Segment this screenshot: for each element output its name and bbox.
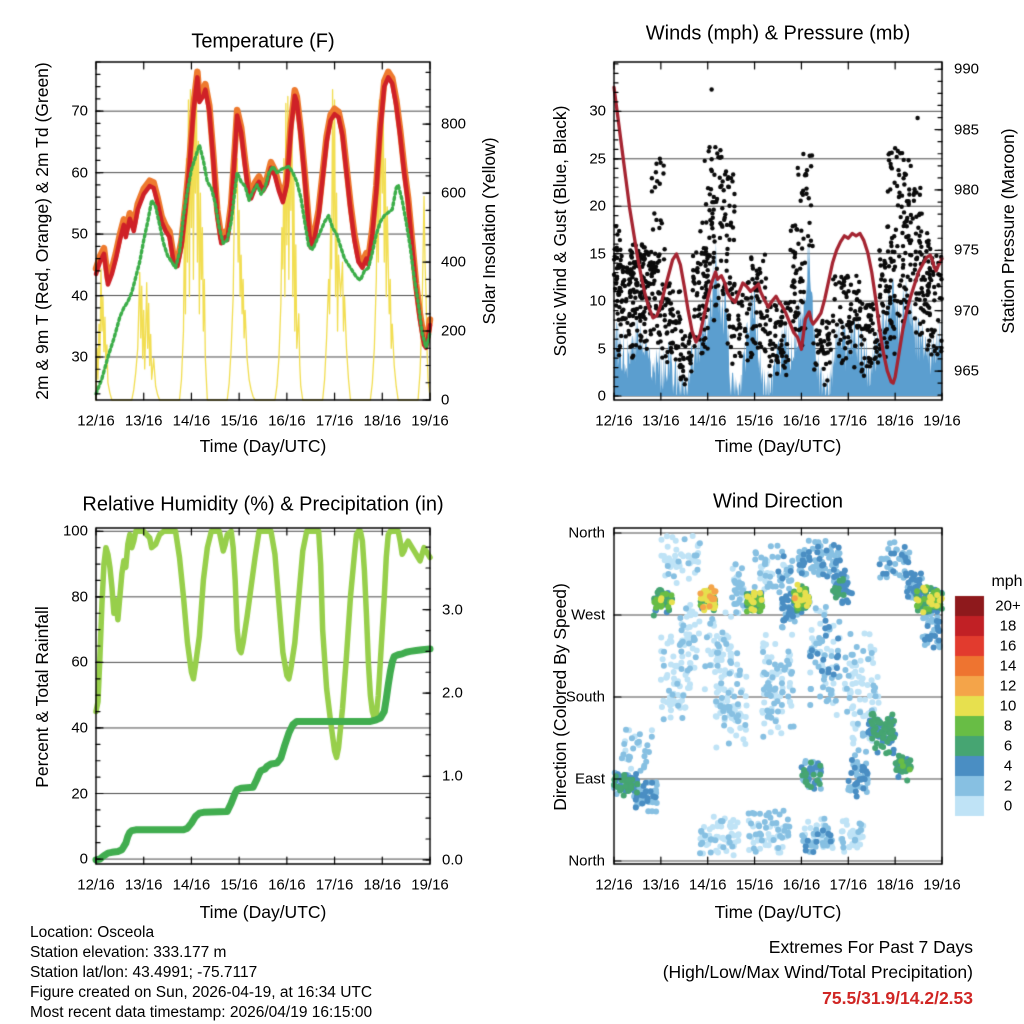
- tick-label: 12/16: [77, 876, 115, 894]
- tick-label: 15/16: [735, 876, 774, 894]
- tick-label: 17/16: [829, 412, 868, 430]
- footer-timestamp: Most recent data timestamp: 2026/04/19 16:15:00: [30, 1004, 373, 1022]
- tick-label: 16/16: [782, 876, 821, 894]
- tick-label: 15/16: [220, 412, 258, 430]
- tick-label: 985: [954, 120, 980, 138]
- tick-label: 10: [999, 697, 1017, 715]
- tick-label: 12/16: [595, 876, 633, 894]
- winds-pressure-panel-title: Winds (mph) & Pressure (mb): [645, 22, 911, 45]
- time-axis-title-top-right: Time (Day/UTC): [714, 435, 842, 456]
- tick-label: 70: [71, 102, 88, 120]
- tick-label: 800: [441, 115, 467, 133]
- tick-label: 975: [954, 241, 980, 259]
- tick-label: 20: [71, 784, 88, 802]
- time-axis-title-bottom-left: Time (Day/UTC): [199, 901, 327, 922]
- tick-label: 30: [71, 348, 88, 366]
- tick-label: 0: [79, 850, 88, 868]
- tick-label: 2: [1003, 777, 1013, 795]
- tick-label: 4: [1003, 757, 1013, 775]
- temperature-panel-title: Temperature (F): [191, 30, 335, 53]
- tick-label: 5: [597, 339, 606, 357]
- time-axis-title-bottom-right: Time (Day/UTC): [714, 901, 842, 922]
- tick-label: 60: [71, 653, 88, 671]
- tick-label: 40: [71, 286, 88, 304]
- tick-label: 8: [1003, 717, 1013, 735]
- tick-label: 15: [589, 245, 606, 263]
- tick-label: 16/16: [268, 412, 306, 430]
- tick-label: 18/16: [363, 876, 402, 894]
- tick-label: 13/16: [642, 412, 680, 430]
- tick-label: 100: [62, 522, 88, 540]
- tick-label: 14/16: [688, 876, 727, 894]
- footer-latlon: Station lat/lon: 43.4991; -75.7117: [30, 964, 258, 982]
- tick-label: 14/16: [172, 876, 211, 894]
- solar-y-axis-label: Solar Insolation (Yellow): [478, 137, 499, 325]
- time-axis-title-top-left: Time (Day/UTC): [199, 435, 327, 456]
- tick-label: 19/16: [923, 876, 961, 894]
- tick-label: 18/16: [363, 412, 402, 430]
- tick-label: 18: [999, 617, 1017, 635]
- tick-label: 3.0: [442, 601, 463, 619]
- tick-label: 20+: [995, 597, 1021, 615]
- tick-label: North: [568, 524, 605, 542]
- extremes-subtitle: (High/Low/Max Wind/Total Precipitation): [662, 961, 973, 982]
- tick-label: 990: [954, 60, 980, 78]
- tick-label: 15/16: [220, 876, 258, 894]
- tick-label: 200: [441, 322, 467, 340]
- tick-label: 13/16: [124, 876, 163, 894]
- tick-label: 1.0: [442, 767, 463, 785]
- extremes-value: 75.5/31.9/14.2/2.53: [822, 987, 973, 1008]
- tick-label: 0: [441, 391, 450, 409]
- tick-label: 0.0: [442, 851, 463, 869]
- tick-label: 400: [441, 253, 467, 271]
- tick-label: North: [568, 852, 605, 870]
- temperature-y-axis-label: 2m & 9m T (Red, Orange) & 2m Td (Green): [31, 62, 52, 400]
- colorbar-units-label: mph: [991, 572, 1023, 590]
- footer-location: Location: Osceola: [30, 924, 155, 942]
- tick-label: 25: [589, 150, 606, 168]
- tick-label: 16/16: [268, 876, 306, 894]
- tick-label: 19/16: [411, 412, 449, 430]
- direction-y-axis-label: Direction (Colored By Speed): [549, 583, 570, 811]
- tick-label: 19/16: [923, 412, 961, 430]
- tick-label: 19/16: [411, 876, 449, 894]
- tick-label: 980: [954, 181, 980, 199]
- footer-elevation: Station elevation: 333.177 m: [30, 944, 227, 962]
- tick-label: 15/16: [735, 412, 774, 430]
- tick-label: 14/16: [688, 412, 727, 430]
- tick-label: 970: [954, 302, 980, 320]
- tick-label: West: [571, 606, 605, 624]
- tick-label: 18/16: [876, 412, 914, 430]
- tick-label: 17/16: [315, 876, 354, 894]
- tick-label: 30: [589, 102, 606, 120]
- tick-label: 2.0: [442, 684, 463, 702]
- tick-label: 40: [71, 719, 88, 737]
- tick-label: 20: [589, 197, 606, 215]
- pressure-y-axis-label: Station Pressure (Maroon): [997, 128, 1018, 334]
- tick-label: 0: [597, 387, 606, 405]
- tick-label: 6: [1003, 737, 1013, 755]
- tick-label: 50: [71, 225, 88, 243]
- tick-label: 12: [999, 677, 1017, 695]
- percent-rainfall-y-axis-label: Percent & Total Rainfall: [31, 606, 52, 788]
- tick-label: 14/16: [172, 412, 211, 430]
- tick-label: 600: [441, 184, 467, 202]
- tick-label: 13/16: [124, 412, 163, 430]
- humidity-precip-panel-title: Relative Humidity (%) & Precipitation (in): [82, 493, 444, 516]
- tick-label: 60: [71, 163, 88, 181]
- wind-gust-y-axis-label: Sonic Wind & Gust (Blue, Black): [549, 105, 570, 357]
- tick-label: 12/16: [595, 412, 633, 430]
- footer-created: Figure created on Sun, 2026-04-19, at 16:34 UTC: [30, 984, 373, 1002]
- tick-label: 80: [71, 588, 88, 606]
- tick-label: 12/16: [77, 412, 115, 430]
- tick-label: 16: [999, 637, 1017, 655]
- tick-label: 13/16: [642, 876, 680, 894]
- tick-label: 10: [589, 292, 606, 310]
- tick-label: 14: [999, 657, 1017, 675]
- tick-label: East: [574, 770, 605, 788]
- tick-label: 17/16: [829, 876, 868, 894]
- tick-label: 18/16: [876, 876, 914, 894]
- tick-label: 17/16: [315, 412, 354, 430]
- tick-label: 0: [1003, 797, 1013, 815]
- wind-direction-panel-title: Wind Direction: [712, 490, 844, 513]
- extremes-title: Extremes For Past 7 Days: [768, 936, 973, 957]
- tick-label: 16/16: [782, 412, 821, 430]
- tick-label: 965: [954, 362, 980, 380]
- tick-label: South: [565, 688, 605, 706]
